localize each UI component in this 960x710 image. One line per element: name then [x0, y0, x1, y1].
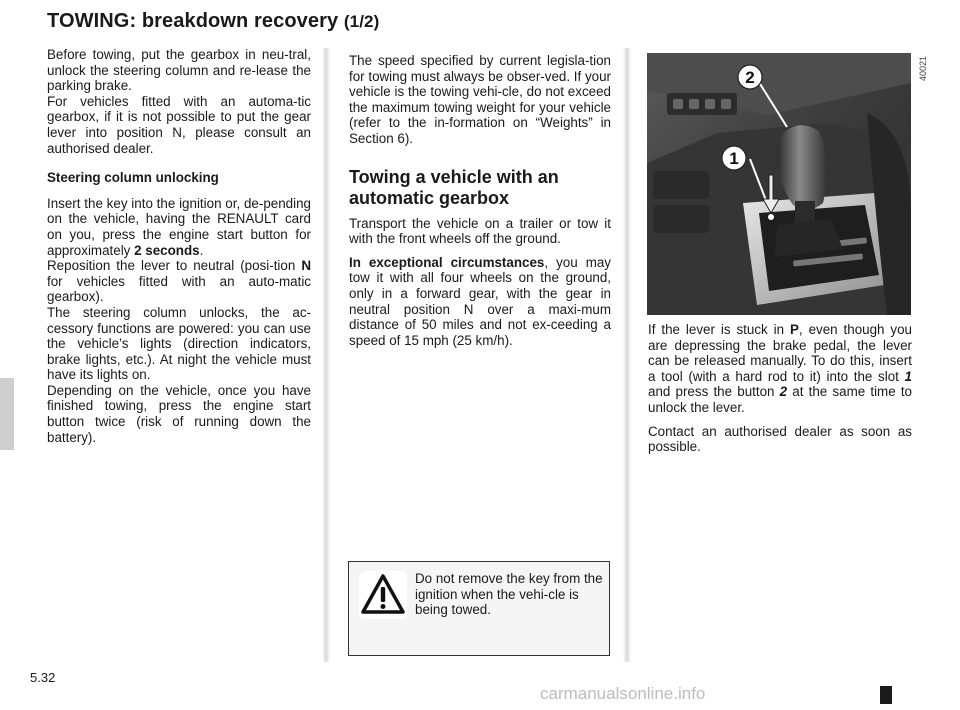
lever-position-p: P: [789, 322, 799, 337]
title-part: (1/2): [343, 12, 380, 31]
insert-key-end: .: [199, 242, 204, 258]
column-left: [47, 47, 311, 445]
automatic-gearbox-heading: Towing a vehicle with an automatic gearbox: [349, 166, 559, 208]
steering-heading: Steering column unlocking: [47, 170, 219, 186]
insert-key-duration: 2 seconds: [134, 242, 200, 258]
gear-lever-illustration: [647, 53, 911, 315]
transport-paragraph: Transport the vehicle on a trailer or tow it with the front wheels off the ground.: [349, 215, 611, 247]
button-ref-2: 2: [779, 384, 788, 400]
callout-1-label: 1: [729, 149, 739, 168]
contact-dealer-paragraph: Contact an authorised dealer as soon as possible.: [648, 423, 912, 455]
automatic-note-paragraph: For vehicles fitted with an automa-tic gearbox, if it is not possible to put the gear lever into position N, please consult an authorised dealer.: [47, 93, 311, 156]
reposition-end: for vehicles fitted with an auto-matic gearbox).: [47, 273, 311, 305]
warning-box: [348, 561, 610, 656]
lever-stuck-text-2: , even though you are depressing the brake pedal, the lever can be released manually. To do this, insert a tool (with a hard rod to it) into the slot: [648, 322, 913, 384]
page-end-mark: [880, 686, 892, 704]
lever-stuck-paragraph: [648, 322, 912, 416]
lever-stuck-text-4: at the same time to unlock the lever.: [648, 384, 913, 415]
column-right: [648, 322, 912, 455]
exceptional-text: , you may tow it with all four wheels on the ground, only in a forward gear, with the gear in neutral position N over a maxi-mum distance of 50 miles and not ex-ceeding a speed of 15 mph (25 km/h).: [349, 254, 611, 348]
page-title: [47, 10, 379, 33]
warning-triangle-icon: [359, 571, 407, 619]
insert-key-text: Insert the key into the ignition or, de-pending on the vehicle, having the RENAULT card on you, press the engine start button for approximately: [47, 195, 311, 258]
intro-paragraph: Before towing, put the gearbox in neu-tral, unlock the steering column and re-lease the parking brake.: [47, 47, 311, 94]
exceptional-paragraph: [349, 255, 611, 349]
site-watermark: carmanualsonline.info: [540, 684, 706, 703]
photo-reference-code: 40021: [918, 56, 928, 82]
speed-paragraph: The speed specified by current legisla-tion for towing must always be obser-ved. If your vehicle is the towing vehi-cle, do not exceed the maximum towing weight for your vehicle (refer to the in-formation on “Weights” in Section 6).: [349, 53, 611, 146]
lever-stuck-text-3: and press the button: [648, 384, 780, 400]
gear-lever-photo: [647, 53, 911, 315]
column-divider-left: [322, 48, 330, 662]
warning-text: Do not remove the key from the ignition when the vehi-cle is being towed.: [415, 571, 603, 618]
unlock-paragraph: The steering column unlocks, the ac-cessory functions are powered: you can use the vehicle’s lights (direction indicators, brake lights, etc.). At night the vehicle must have its lights on.: [47, 304, 311, 383]
insert-key-paragraph: [47, 196, 311, 258]
slot-ref-1: 1: [904, 368, 912, 384]
finish-towing-paragraph: Depending on the vehicle, once you have finished towing, press the engine start button twice (risk of running down the battery).: [47, 382, 311, 445]
reposition-position: N: [301, 258, 311, 274]
title-text: TOWING: breakdown recovery: [47, 10, 339, 32]
reposition-text: Reposition the lever to neutral (posi-tion: [47, 258, 302, 274]
page-number: 5.32: [30, 670, 56, 685]
exceptional-lead: In exceptional circumstances: [349, 254, 545, 270]
reposition-paragraph: [47, 258, 311, 305]
lever-stuck-text-1: If the lever is stuck in: [648, 322, 790, 337]
callout-2-label: 2: [745, 68, 755, 87]
column-middle: [349, 53, 611, 348]
column-divider-right: [623, 48, 631, 662]
section-tab: [0, 378, 14, 450]
